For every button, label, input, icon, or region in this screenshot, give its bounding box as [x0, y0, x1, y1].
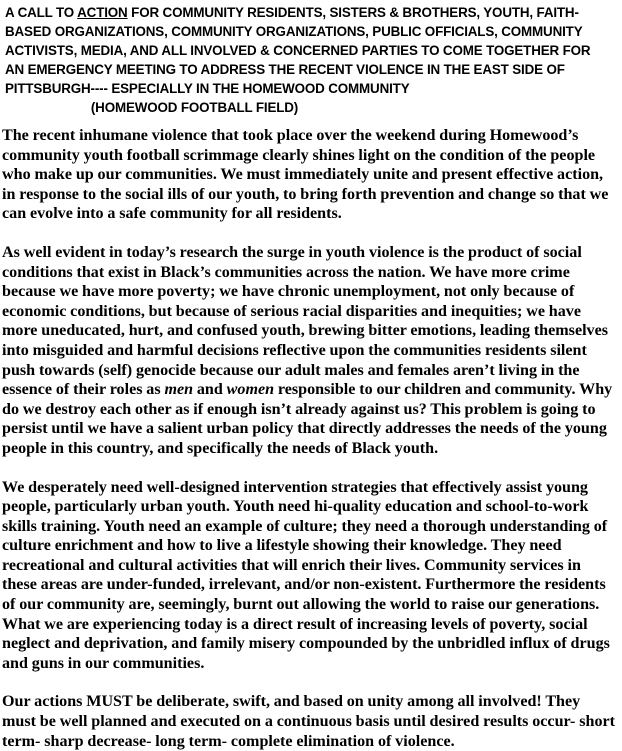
flyer-body [0, 126, 622, 751]
paragraph-2-italic-women: women [226, 381, 275, 399]
heading-line-2: BASED ORGANIZATIONS, COMMUNITY ORGANIZATIONS, PUBLIC OFFICIALS, COMMUNITY [5, 24, 583, 39]
paragraph-3: We desperately need well-designed intervention strategies that effectively assist young people, particularly urban youth. Youth need hi-quality education and school-to-work skills training. Youth need an example of culture; they need a thorough understanding of culture enrichment and how to live a lifestyle showing their knowledge. They need recreational and cultural activities that will enrich their lives. Community services in these areas are under-funded, irrelevant, and/or non-existent. Furthermore the residents of our community are, seemingly, burnt out allowing the world to raise our generations. What we are experiencing today is a direct result of increasing levels of poverty, social neglect and deprivation, and family misery compounded by the unbridled influx of drugs and guns in our communities. [2, 478, 610, 672]
heading-venue-line: (HOMEWOOD FOOTBALL FIELD) [90, 100, 299, 115]
paragraph-2-part-b: and [193, 381, 227, 399]
paragraph-4: Our actions MUST be deliberate, swift, and based on unity among all involved! They must be well planned and executed on a continuous basis until desired results occur- short term- sharp decrease- long term- complete elimination of violence. [2, 693, 616, 750]
heading-line-3: ACTIVISTS, MEDIA, AND ALL INVOLVED & CONCERNED PARTIES TO COME TOGETHER FOR [5, 43, 591, 58]
paragraph-2-part-a: As well evident in today’s research the surge in youth violence is the product of social conditions that exist in Black’s communities across the nation. We have more crime because we have more poverty; we have chronic unemployment, not only because of economic conditions, but because of serious racial disparities and inequities; we have more uneducated, hurt, and confused youth, brewing bitter emotions, leading themselves into misguided and harmful decisions reflective upon the communities residents silent push towards (self) genocide because our adult males and females aren’t living in the essence of their roles as [2, 243, 609, 399]
paragraph-2-part-c: responsible to our children and community. Why do we destroy each other as if enough isn’t already against us? This problem is going to persist until we have a salient urban policy that directly addresses the needs of the young people in this country, and specifically the needs of Black youth. [2, 381, 613, 457]
paragraph-1: The recent inhumane violence that took place over the weekend during Homewood’s community youth football scrimmage clearly shines light on the condition of the people who make up our communities. We must immediately unite and present effective action, in response to the social ills of our youth, to bring forth prevention and change so that we can evolve into a safe community for all residents. [2, 127, 609, 223]
flyer-heading [0, 0, 622, 117]
heading-line-1-prefix: A CALL TO [5, 5, 78, 20]
paragraph-2 [2, 243, 616, 459]
heading-line-1-suffix: FOR COMMUNITY RESIDENTS, SISTERS & BROTHERS, YOUTH, FAITH- [127, 5, 579, 20]
heading-line-5: PITTSBURGH---- ESPECIALLY IN THE HOMEWOOD COMMUNITY [5, 81, 410, 96]
heading-line-4: AN EMERGENCY MEETING TO ADDRESS THE RECENT VIOLENCE IN THE EAST SIDE OF [5, 62, 565, 77]
paragraph-2-italic-men: men [164, 381, 194, 399]
heading-action-underlined: ACTION [77, 5, 128, 20]
heading-line-1 [5, 3, 616, 22]
